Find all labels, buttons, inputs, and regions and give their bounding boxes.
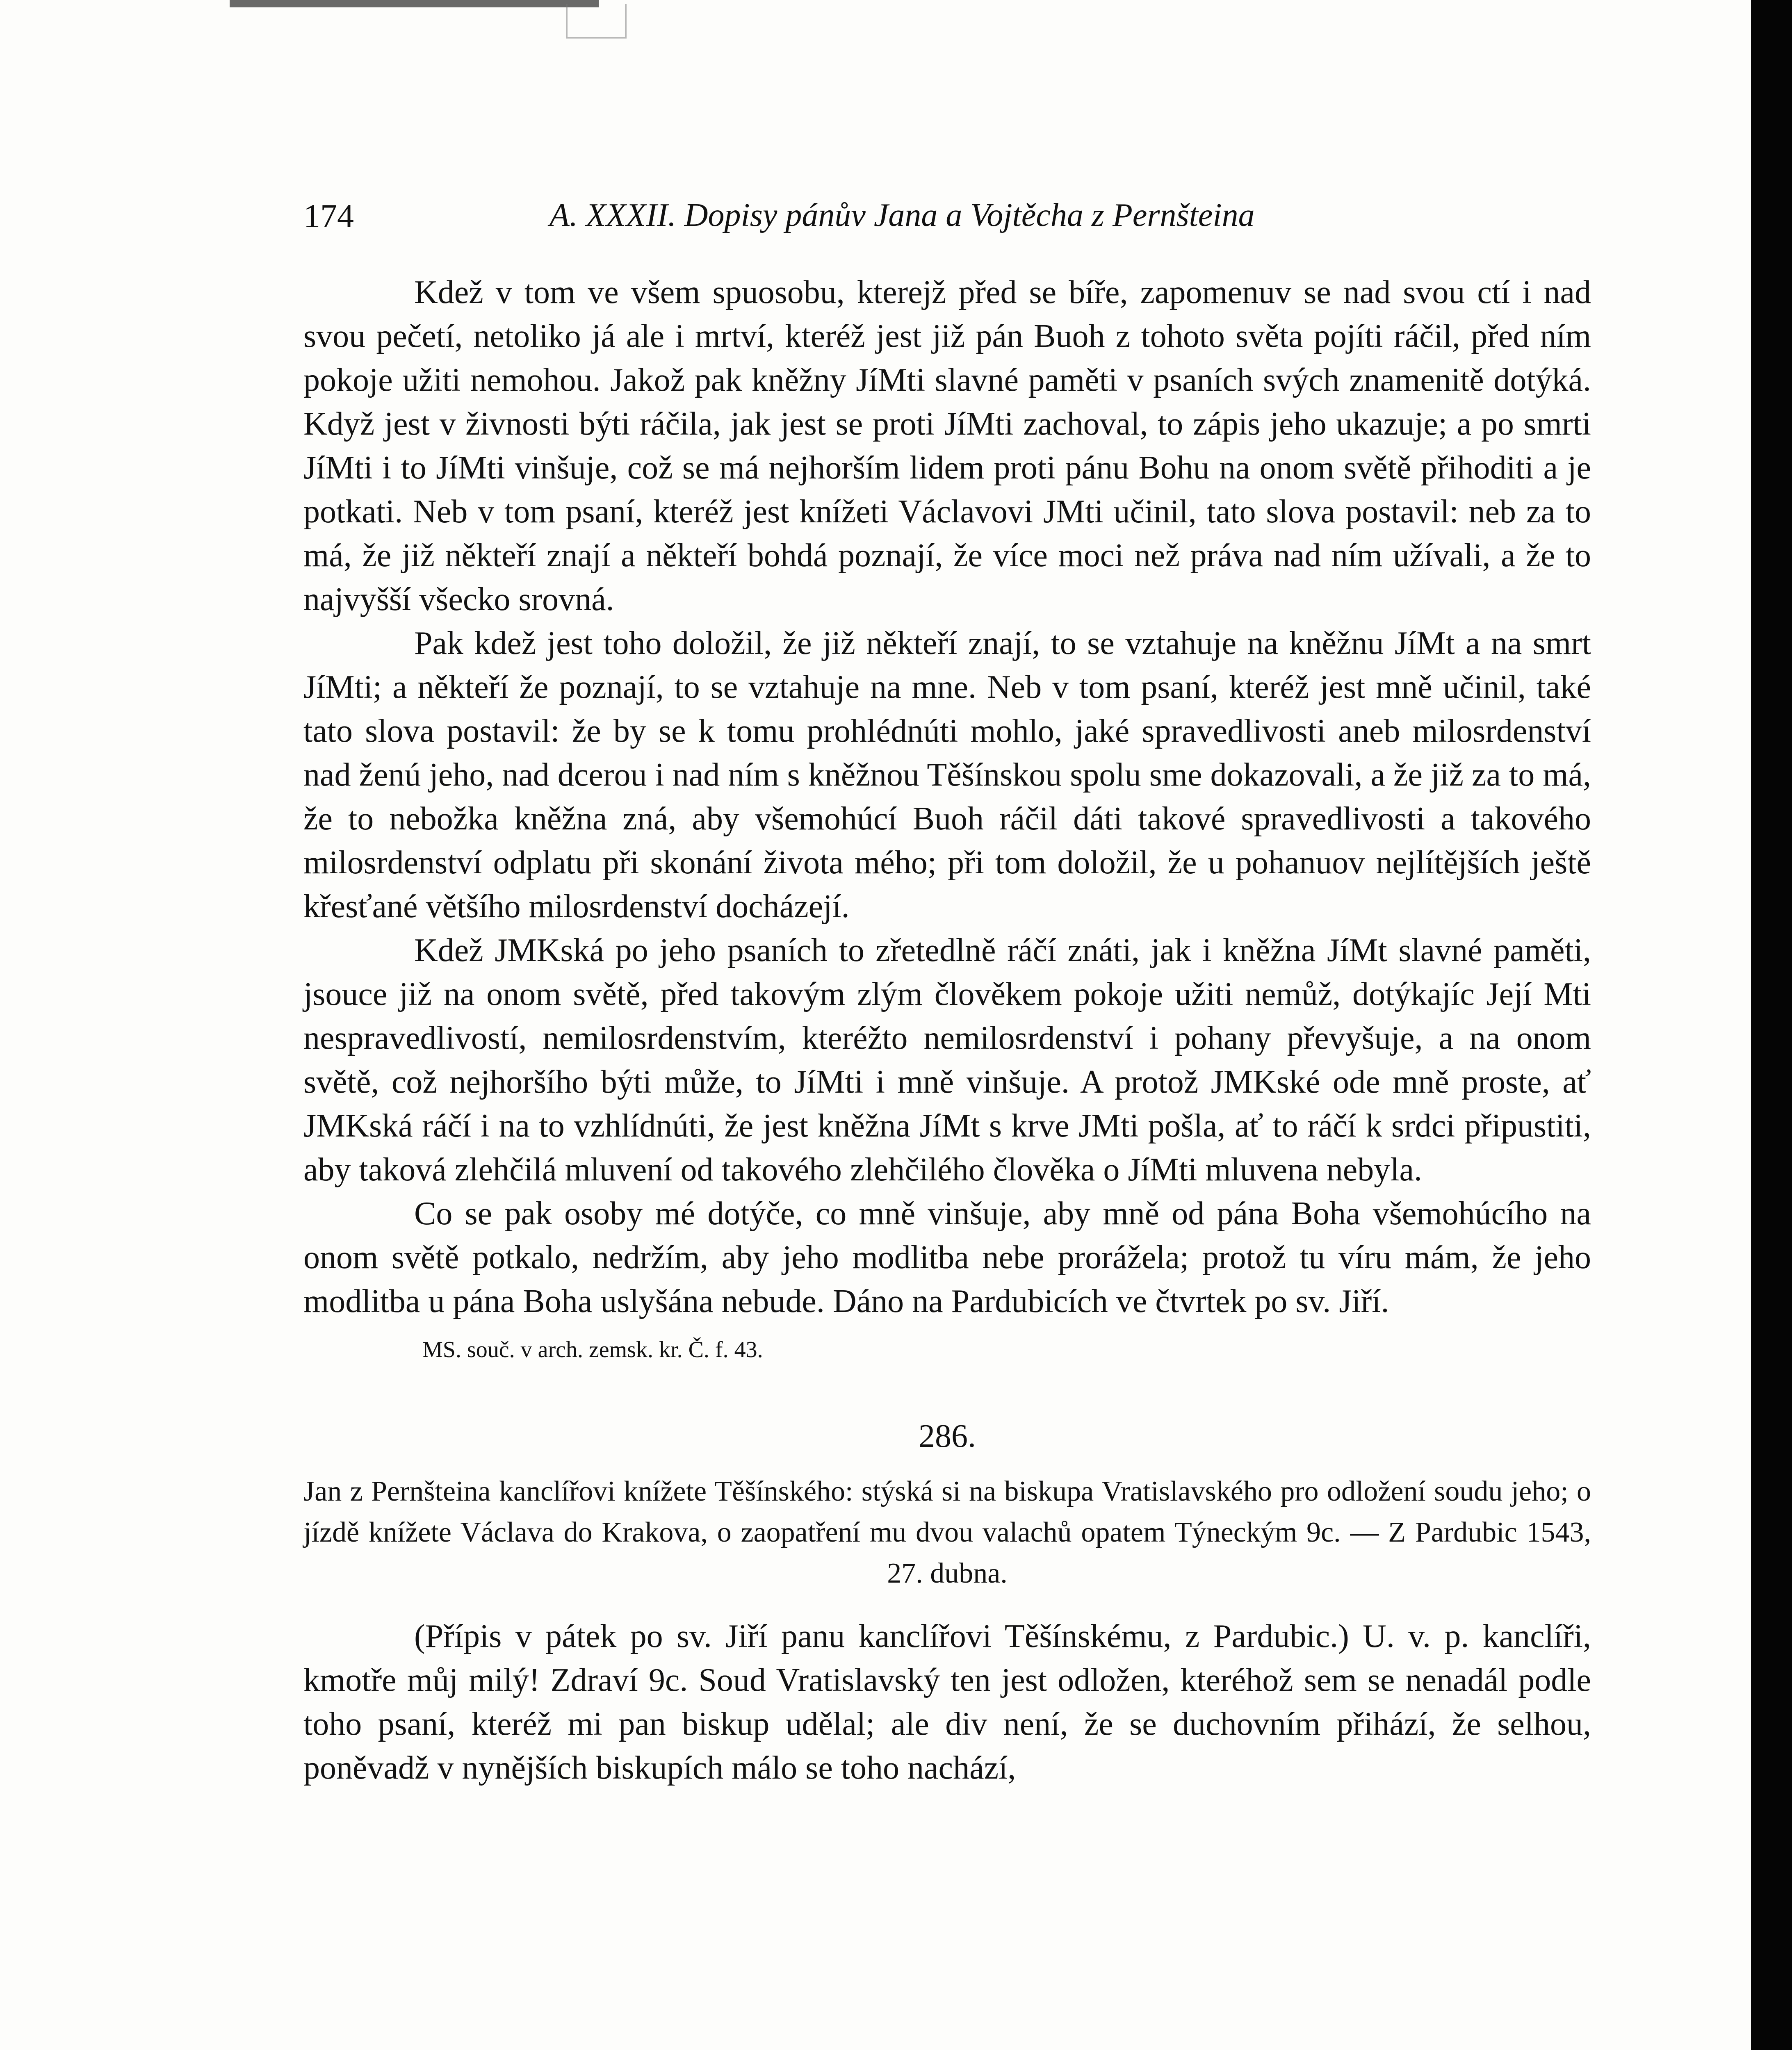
running-title: A. XXXII. Dopisy pánův Jana a Vojtěcha z Pernšteina [549, 197, 1255, 233]
page-number: 174 [303, 197, 354, 235]
scan-border [1751, 0, 1792, 2050]
paragraph: Pak kdež jest toho doložil, že již někteří znají, to se vztahuje na kněžnu JíMt a na smrt JíMti; a někteří že poznají, to se vztahuje na mne. Neb v tom psaní, kteréž jest mně učinil, také tato slova postavil: že by se k tomu prohlédnúti mohlo, jaké spravedlivosti aneb milosrdenství nad ženú jeho, nad dcerou i nad ním s kněžnou Těšínskou spolu sme dokazovali, a že již za to má, že to nebožka kněžna zná, aby všemohúcí Buoh ráčil dáti takové spravedlivosti a takového milosrdenství odplatu při skonání života mého; při tom doložil, že u pohanuov nejlítějších ještě křesťané většího milosrdenství docházejí. [303, 625, 1591, 925]
document-body: (Přípis v pátek po sv. Jiří panu kanclířovi Těšínskému, z Pardubic.) U. v. p. kanclíři, kmotře můj milý! Zdraví 9c. Soud Vratislavský ten jest odložen, kteréhož sem se nenadál podle toho psaní, kteréž mi pan biskup udělal; ale div není, že se duchovním přihází, že selhou, poněvadž v nynějších biskupích málo se toho nachází, [303, 1618, 1591, 1786]
source-note: MS. souč. v arch. zemsk. kr. Č. f. 43. [422, 1337, 763, 1362]
document-summary: Jan z Pernšteina kanclířovi knížete Těšínského: stýská si na biskupa Vratislavského pro odložení soudu jeho; o jízdě knížete Václava do Krakova, o zaopatření mu dvou valachů opatem Týneckým 9c. — Z Pardubic 1543, 27. dubna. [303, 1476, 1591, 1589]
scan-artifact-bracket [566, 4, 627, 39]
paragraph: Kdež JMKská po jeho psaních to zřetedlně ráčí znáti, jak i kněžna JíMt slavné paměti, jsouce již na onom světě, před takovým zlým člověkem pokoje užiti nemůž, dotýkajíc Její Mti nespravedlivostí, nemilosrdenstvím, kteréžto nemilosrdenství i pohany převyšuje, a na onom světě, což nejhoršího býti může, to JíMti i mně vinšuje. A protož JMKské ode mně proste, ať JMKská ráčí i na to vzhlídnúti, že jest kněžna JíMt s krve JMti pošla, ať to ráčí k srdci připustiti, aby taková zlehčilá mluvení od takového zlehčilého člověka o JíMti mluvena nebyla. [303, 932, 1591, 1188]
document-number: 286. [919, 1418, 976, 1454]
main-text [303, 271, 1591, 1790]
scan-artifact [230, 0, 599, 7]
paragraph: Kdež v tom ve všem spuosobu, kterejž před se bíře, zapomenuv se nad svou ctí i nad svou pečetí, netoliko já ale i mrtví, kteréž jest již pán Buoh z tohoto světa pojíti ráčil, před ním pokoje užiti nemohou. Jakož pak kněžny JíMti slavné paměti v psaních svých znamenitě dotýká. Když jest v živnosti býti ráčila, jak jest se proti JíMti zachoval, to zápis jeho ukazuje; a po smrti JíMti i to JíMti vinšuje, což se má nejhorším lidem proti pánu Bohu na onom světě přihoditi a je potkati. Neb v tom psaní, kteréž jest knížeti Václavovi JMti učinil, tato slova postavil: neb za to má, že již někteří znají a někteří bohdá poznají, že více moci než práva nad ním užívali, a že to najvyšší všecko srovná. [303, 274, 1591, 617]
paragraph: Co se pak osoby mé dotýče, co mně vinšuje, aby mně od pána Boha všemohúcího na onom světě potkalo, nedržím, aby jeho modlitba nebe prorážela; protož tu víru mám, že jeho modlitba u pána Boha uslyšána nebude. Dáno na Pardubicích ve čtvrtek po sv. Jiří. [303, 1196, 1591, 1319]
running-head [303, 197, 1730, 250]
